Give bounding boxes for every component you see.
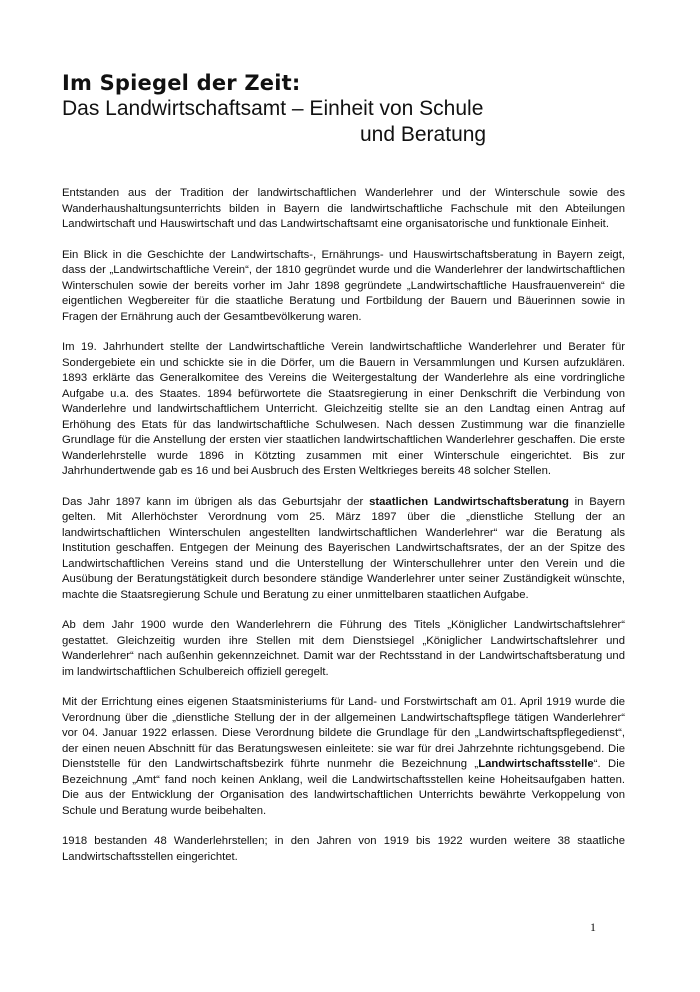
paragraph-4-bold: staatlichen Landwirtschaftsberatung [369,495,569,508]
paragraph-6 [62,695,625,819]
paragraph-6-before: Mit der Errichtung eines eigenen Staatsministeriums für Land- und Forstwirtschaft am 01. April 1919 wurde die Verordnung über die „dienstliche Stellung der in der allgemeinen Landwirtschaftspflege tätigen Wanderlehrer“ vor 04. Januar 1922 erlassen. Diese Verordnung bildete die Grundlage für den „Landwirtschaftspflegedienst“, der einen neuen Abschnitt für das Beratungswesen einleitete: sie war für drei Jahrzehnte richtungsgebend. Die Dienststelle für den Landwirtschaftsbezirk führte nunmehr die Bezeichnung „ [62,696,625,770]
paragraph-3: Im 19. Jahrhundert stellte der Landwirtschaftliche Verein landwirtschaftliche Wanderlehrer und Berater für Sondergebiete ein und schickte sie in die Dörfer, um die Bauern in Versammlungen und Kursen aufzuklären. 1893 erklärte das Generalkomitee des Vereins die Weitergestaltung der Wanderlehre als eine vordringliche Aufgabe u.a. des Staates. 1894 befürwortete die Staatsregierung in einer Denkschrift die Verbindung von Wanderlehre und landwirtschaftlichem Unterricht. Gleichzeitig stellte sie an den Landtag einen Antrag auf Erhöhung des Etats für das landwirtschaftliche Schulwesen. Nach dessen Zustimmung war die finanzielle Grundlage für die Anstellung der ersten vier staatlichen landwirtschaftlichen Wanderlehrer geschaffen. Die erste Wanderlehrstelle wurde 1896 in Kötzting zusammen mit einer Winterschule eingerichtet. Bis zur Jahrhundertwende gab es 16 und bei Ausbruch des Ersten Weltkrieges bereits 48 solcher Stellen. [62,341,625,477]
paragraph-5: Ab dem Jahr 1900 wurde den Wanderlehrern die Führung des Titels „Königlicher Landwirtschaftslehrer“ gestattet. Gleichzeitig wurden ihre Stellen mit dem Dienstsiegel „Königlicher Landwirtschaftslehrer und Wanderlehrer“ nach außenhin gekennzeichnet. Damit war der Rechtsstand in der Landwirtschaftsberatung und im landwirtschaftlichen Schulbereich offiziell geregelt. [62,619,625,678]
paragraph-7: 1918 bestanden 48 Wanderlehrstellen; in den Jahren von 1919 bis 1922 wurden weitere 38 staatliche Landwirtschaftsstellen eingerichtet. [62,835,625,863]
title-line-3: und Beratung [360,123,487,146]
title-block [62,70,642,148]
paragraph-4-after: in Bayern gelten. Mit Allerhöchster Verordnung vom 25. März 1897 über die „dienstliche Stellung der an landwirtschaftlichen Winterschulen angestellten landwirtschaftlichen Wanderlehrer“ war die Beratung als Institution geschaffen. Entgegen der Meinung des Bayerischen Landwirtschaftsrates, der an der Spitze des Landwirtschaftlichen Vereins stand und die Unterstellung der Winterschullehrer unter den Verein und die Ausübung der Beratungstätigkeit durch besondere ständige Wanderlehrer unter seiner Zuständigkeit wünschte, machte die Staatsregierung Schule und Beratung zu einer unmittelbaren staatlichen Aufgabe. [62,495,625,601]
title-line-2: Das Landwirtschaftsamt – Einheit von Schule [62,97,484,120]
paragraph-1: Entstanden aus der Tradition der landwirtschaftlichen Wanderlehrer und der Winterschule sowie des Wanderhaushaltungsunterrichts bilden in Bayern die landwirtschaftliche Fachschule mit den Abteilungen Landwirtschaft und Hauswirtschaft und das Landwirtschaftsamt eine organisatorische und funktionale Einheit. [62,187,625,230]
title-line-1: Im Spiegel der Zeit: [62,71,301,95]
paragraph-6-bold: Landwirtschaftsstelle [478,758,594,770]
paragraph-6-after: “. Die Bezeichnung „Amt“ fand noch keinen Anklang, weil die Landwirtschaftsstellen keine Hoheitsaufgaben hatten. Die aus der Entwicklung der Organisation des landwirtschaftlichen Unterrichts bewährte Verkoppelung von Schule und Beratung wurde beibehalten. [62,758,625,817]
paragraph-4-before: Das Jahr 1897 kann im übrigen als das Geburtsjahr der [62,495,370,508]
paragraph-2: Ein Blick in die Geschichte der Landwirtschafts-, Ernährungs- und Hauswirtschaftsberatung in Bayern zeigt, dass der „Landwirtschaftliche Verein“, der 1810 gegründet wurde und die Wanderlehrer der landwirtschaftlichen Winterschulen sowie der bereits vorher im Jahr 1898 gegründete „Landwirtschaftliche Hausfrauenverein“ die eigentlichen Wegbereiter für die staatliche Beratung und Fortbildung der Bauern und Bäuerinnen sowie in Fragen der Ernährung auch der Gesamtbevölkerung waren. [62,248,625,323]
page-number: 1 [590,920,596,934]
paragraph-4 [62,495,625,604]
body-text [62,186,625,880]
